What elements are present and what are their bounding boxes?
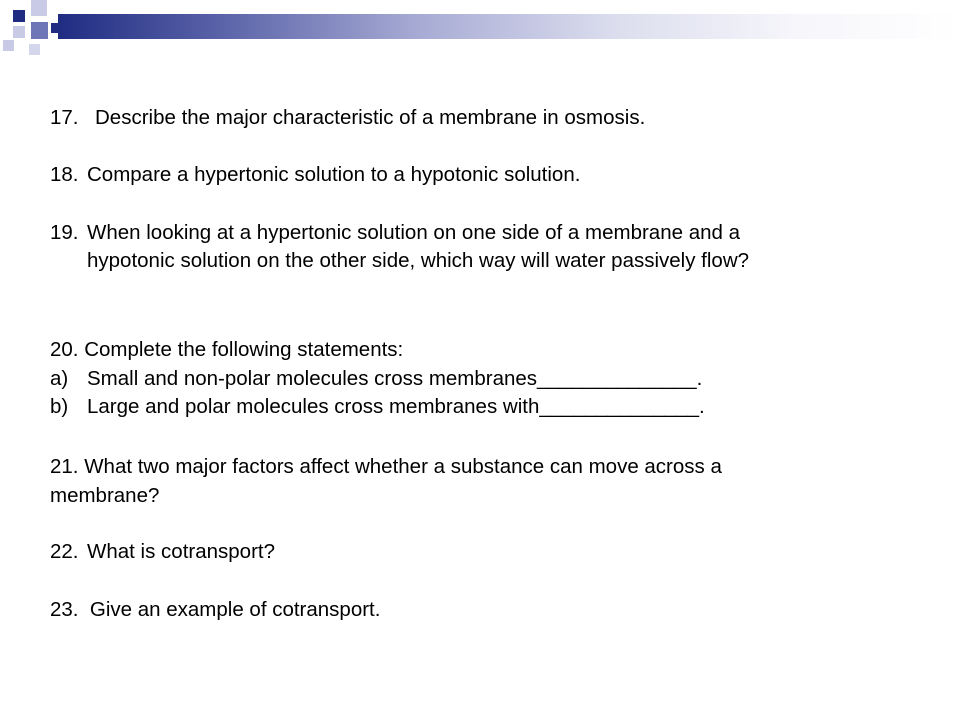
question-19-text-line-1: When looking at a hypertonic solution on one side of a membrane and a	[87, 221, 740, 244]
question-21-text-line-2: membrane?	[50, 484, 160, 507]
question-20-b-text: Large and polar molecules cross membranes with______________.	[87, 395, 705, 418]
question-17-number: 17.	[50, 106, 79, 129]
question-20-title: 20. Complete the following statements:	[50, 338, 404, 361]
question-22-text: What is cotransport?	[87, 540, 275, 563]
question-20-a-marker: a)	[50, 367, 69, 390]
question-19-number: 19.	[50, 221, 79, 244]
question-17-text: Describe the major characteristic of a membrane in osmosis.	[95, 106, 646, 129]
question-18-text: Compare a hypertonic solution to a hypotonic solution.	[87, 163, 581, 186]
question-18-number: 18.	[50, 163, 79, 186]
question-21-text-line-1: 21. What two major factors affect whether a substance can move across a	[50, 455, 722, 478]
question-23-text: 23. Give an example of cotransport.	[50, 598, 381, 621]
question-20-b-marker: b)	[50, 395, 69, 418]
question-19-text-line-2: hypotonic solution on the other side, which way will water passively flow?	[87, 249, 750, 272]
question-20-a-text: Small and non-polar molecules cross membranes______________.	[87, 367, 703, 390]
question-22-number: 22.	[50, 540, 79, 563]
